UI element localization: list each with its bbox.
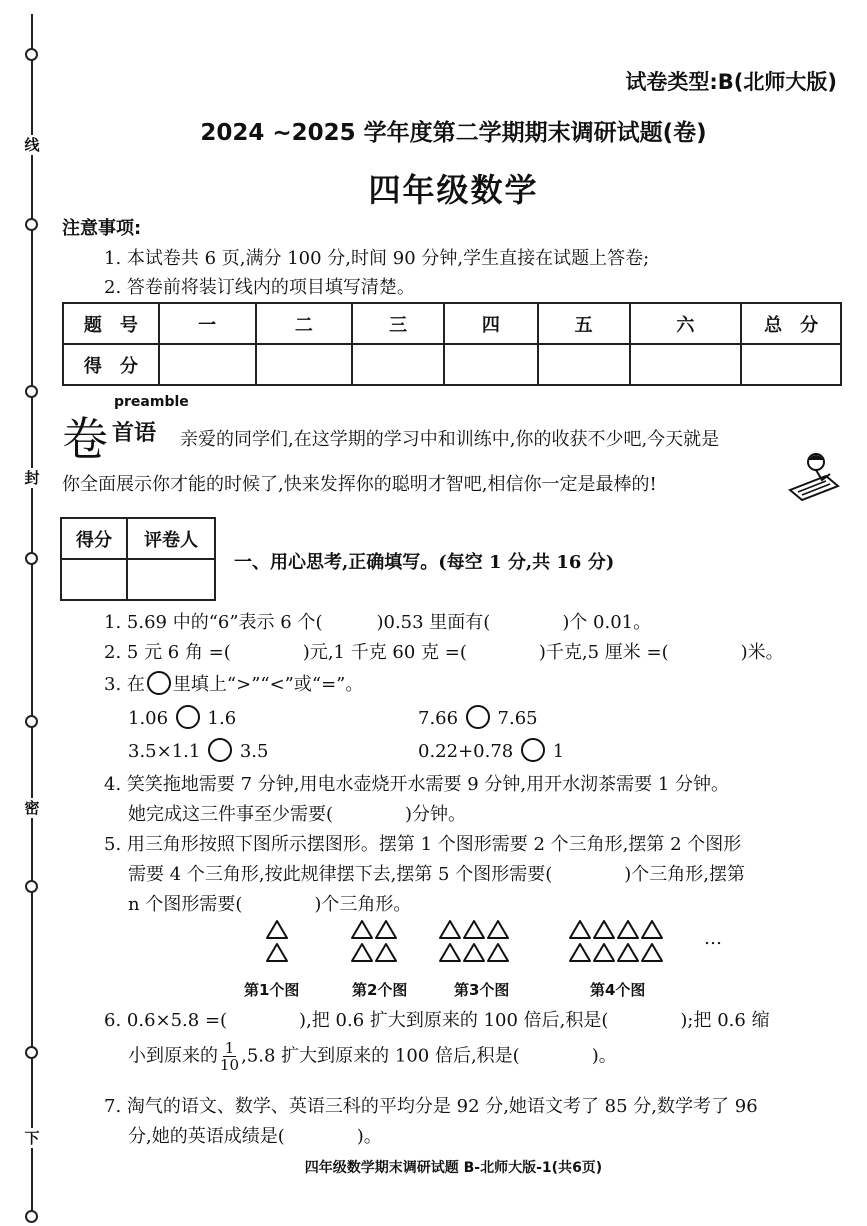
compare-right: 1.6 xyxy=(207,708,237,729)
notes-heading: 注意事项: xyxy=(62,218,142,239)
triangle-icon xyxy=(376,921,396,938)
binding-char-xian: 线 xyxy=(22,135,42,155)
compare-circle-input[interactable] xyxy=(208,738,232,762)
score-table-cell: 六 xyxy=(630,303,742,344)
student-writing-icon xyxy=(786,450,842,502)
triangle-icon xyxy=(352,944,372,961)
binding-circle xyxy=(25,1210,38,1223)
triangle-icon xyxy=(352,921,372,938)
preamble-line-1: 亲爱的同学们,在这学期的学习中和训练中,你的收获不少吧,今天就是 xyxy=(180,429,720,450)
triangle-icon xyxy=(488,921,508,938)
score-table-cell: 五 xyxy=(538,303,630,344)
compare-right: 3.5 xyxy=(239,741,269,762)
triangle-icon xyxy=(618,944,638,961)
compare-circle-input[interactable] xyxy=(176,705,200,729)
binding-circle xyxy=(25,48,38,61)
preamble-line-2: 你全面展示你才能的时候了,快来发挥你的聪明才智吧,相信你一定是最棒的! xyxy=(62,474,657,495)
question-7-line-2: 分,她的英语成绩是( )。 xyxy=(128,1126,382,1147)
triangle-icon xyxy=(594,921,614,938)
fraction-denominator: 10 xyxy=(220,1056,240,1074)
triangle-icon xyxy=(376,944,396,961)
binding-char-feng: 封 xyxy=(22,468,42,488)
score-entry-cell[interactable] xyxy=(630,344,742,385)
compare-item-1 xyxy=(128,705,236,729)
score-entry-cell[interactable] xyxy=(256,344,353,385)
binding-circle xyxy=(25,1046,38,1059)
score-table-header-row xyxy=(63,303,841,344)
figure-label-2: 第2个图 xyxy=(352,981,408,999)
question-7-line-1: 7. 淘气的语文、数学、英语三科的平均分是 92 分,她语文考了 85 分,数学考了 96 xyxy=(104,1096,758,1117)
score-table-cell: 得 分 xyxy=(63,344,159,385)
triangle-icon xyxy=(488,944,508,961)
triangle-icon xyxy=(642,921,662,938)
preamble-english: preamble xyxy=(114,394,189,410)
compare-left: 3.5×1.1 xyxy=(128,741,201,762)
score-table-cell: 二 xyxy=(256,303,353,344)
score-table-cell: 三 xyxy=(352,303,444,344)
paper-type: 试卷类型:B(北师大版) xyxy=(625,70,837,94)
triangle-icon xyxy=(570,944,590,961)
triangle-icon xyxy=(440,921,460,938)
score-table-cell: 四 xyxy=(444,303,538,344)
compare-item-4 xyxy=(418,738,564,762)
score-table-score-row xyxy=(63,344,841,385)
question-6-text-b: ,5.8 扩大到原来的 100 倍后,积是( )。 xyxy=(241,1045,617,1067)
score-entry-cell[interactable] xyxy=(352,344,444,385)
triangle-icon xyxy=(570,921,590,938)
section-1-heading: 一、用心思考,正确填写。(每空 1 分,共 16 分) xyxy=(234,552,615,573)
circle-symbol-icon xyxy=(147,671,171,695)
page-footer: 四年级数学期末调研试题 B-北师大版-1(共6页) xyxy=(304,1160,603,1176)
compare-left: 1.06 xyxy=(128,708,169,729)
grader-score-label: 得分 xyxy=(61,518,127,559)
triangle-pattern-figures xyxy=(260,918,700,966)
triangle-icon xyxy=(618,921,638,938)
question-1: 1. 5.69 中的“6”表示 6 个( )0.53 里面有( )个 0.01。 xyxy=(104,612,652,633)
figure-label-1: 第1个图 xyxy=(244,981,300,999)
binding-char-mi: 密 xyxy=(22,798,42,818)
question-3-text-b: 里填上“>”“<”或“=”。 xyxy=(172,674,364,695)
score-entry-cell[interactable] xyxy=(538,344,630,385)
score-table xyxy=(62,302,842,386)
score-entry-cell[interactable] xyxy=(159,344,256,385)
binding-circle xyxy=(25,880,38,893)
binding-circle xyxy=(25,715,38,728)
score-entry-cell[interactable] xyxy=(741,344,841,385)
preamble-chinese: 首语 xyxy=(112,421,157,446)
score-table-cell: 总 分 xyxy=(741,303,841,344)
question-2: 2. 5 元 6 角 =( )元,1 千克 60 克 =( )千克,5 厘米 =( )米。 xyxy=(104,642,784,663)
question-4-line-1: 4. 笑笑拖地需要 7 分钟,用电水壶烧开水需要 9 分钟,用开水沏茶需要 1 分钟。 xyxy=(104,774,730,795)
grader-box xyxy=(60,517,216,601)
binding-circle xyxy=(25,218,38,231)
grader-reviewer-entry[interactable] xyxy=(127,559,215,600)
score-table-cell: 一 xyxy=(159,303,256,344)
triangle-icon xyxy=(464,921,484,938)
question-6-line-2 xyxy=(128,1040,617,1073)
compare-right: 7.65 xyxy=(497,708,538,729)
triangle-icon xyxy=(594,944,614,961)
figure-ellipsis: … xyxy=(704,928,722,949)
question-6-line-1: 6. 0.6×5.8 =( ),把 0.6 扩大到原来的 100 倍后,积是( );把 0.6 缩 xyxy=(104,1010,770,1031)
compare-item-2 xyxy=(418,705,538,729)
compare-circle-input[interactable] xyxy=(466,705,490,729)
fraction-numerator: 1 xyxy=(224,1039,235,1057)
question-6-text-a: 小到原来的 xyxy=(128,1045,218,1067)
score-table-cell: 题 号 xyxy=(63,303,159,344)
exam-subject: 四年级数学 xyxy=(368,171,539,209)
compare-right: 1 xyxy=(552,741,565,762)
binding-circle xyxy=(25,385,38,398)
triangle-icon xyxy=(464,944,484,961)
grader-score-entry[interactable] xyxy=(61,559,127,600)
question-5-line-3: n 个图形需要( )个三角形。 xyxy=(128,894,412,915)
exam-title: 2024 ~2025 学年度第二学期期末调研试题(卷) xyxy=(200,120,707,146)
grader-reviewer-label: 评卷人 xyxy=(127,518,215,559)
triangle-icon xyxy=(642,944,662,961)
compare-item-3 xyxy=(128,738,268,762)
fraction xyxy=(220,1040,239,1073)
triangle-icon xyxy=(440,944,460,961)
compare-circle-input[interactable] xyxy=(521,738,545,762)
triangle-icon xyxy=(267,944,287,961)
triangle-icon xyxy=(267,921,287,938)
question-4-line-2: 她完成这三件事至少需要( )分钟。 xyxy=(128,804,467,825)
score-entry-cell[interactable] xyxy=(444,344,538,385)
question-5-line-1: 5. 用三角形按照下图所示摆图形。摆第 1 个图形需要 2 个三角形,摆第 2 个图形 xyxy=(104,834,742,855)
compare-left: 7.66 xyxy=(418,708,459,729)
compare-left: 0.22+0.78 xyxy=(418,741,514,762)
note-item: 1. 本试卷共 6 页,满分 100 分,时间 90 分钟,学生直接在试题上答卷; xyxy=(104,248,650,269)
figure-label-3: 第3个图 xyxy=(454,981,510,999)
question-3-text-a: 3. 在 xyxy=(104,674,145,695)
note-item: 2. 答卷前将装订线内的项目填写清楚。 xyxy=(104,277,415,298)
question-3 xyxy=(104,670,363,696)
figure-label-4: 第4个图 xyxy=(590,981,646,999)
binding-circle xyxy=(25,552,38,565)
question-5-line-2: 需要 4 个三角形,按此规律摆下去,摆第 5 个图形需要( )个三角形,摆第 xyxy=(128,864,745,885)
preamble-big-char: 卷 xyxy=(62,412,108,466)
binding-char-xia: 下 xyxy=(22,1128,42,1148)
